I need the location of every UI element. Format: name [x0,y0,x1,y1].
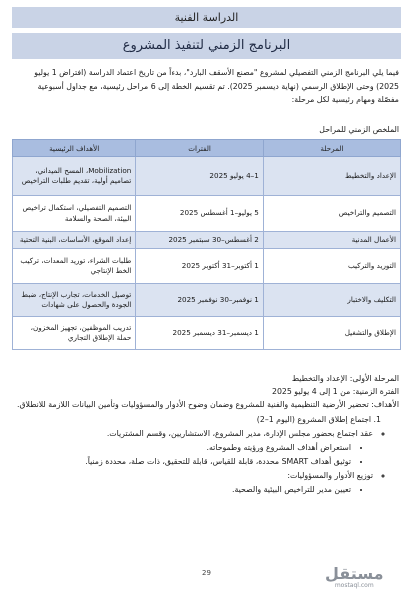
cell-dates: 1 ديسمبر–31 ديسمبر 2025 [136,317,264,350]
cell-dates: 5 يوليو–1 أغسطس 2025 [136,196,264,232]
cell-goals: تدريب الموظفين، تجهيز المخزون، حملة الإطلاق التجاري [13,317,136,350]
table-row [13,317,401,350]
table-row [13,232,401,249]
table-header-row [13,140,401,157]
header-phase: المرحلة [263,140,400,157]
section-title: الدراسة الفنية [12,7,401,28]
cell-phase: الإعداد والتخطيط [263,157,400,196]
cell-goals: Mobilization، المسح الميداني، تصاميم أولية، تقديم طلبات التراخيص [13,157,136,196]
cell-phase: الإطلاق والتشغيل [263,317,400,350]
table-row [13,284,401,317]
cell-goals: إعداد الموقع، الأساسات، البنية التحتية [13,232,136,249]
watermark-url: mostaql.com [334,582,374,589]
list-item: • توثيق أهداف SMART محددة، قابلة للقياس، قابلة للتحقيق، ذات صلة، محددة زمنياً. [14,455,351,468]
list-item: • استعراض أهداف المشروع ورؤيته وطموحاته. [14,441,351,454]
phases-table [12,139,401,350]
cell-goals: طلبات الشراء، توريد المعدات، تركيب الخط الإنتاجي [13,249,136,284]
page-number: 29 [202,569,211,577]
intro-paragraph: فيما يلي البرنامج الزمني التفصيلي لمشروع "مصنع الأسقف البارد"، بدءاً من تاريخ اعتماد الدراسة (افتراض 1 يوليو 2025) وحتى الإطلاق الرسمي (نهاية ديسمبر 2025). تم تقسيم الخطة إلى 6 مراحل رئيسية، مع جداول أسبوعية مفصّلة ومهام رئيسية لكل مرحلة: [34,68,399,104]
cell-phase: الأعمال المدنية [263,232,400,249]
watermark-text: مستقل [325,564,384,583]
cell-goals: توصيل الخدمات، تجارب الإنتاج، ضبط الجودة والحصول على شهادات [13,284,136,317]
cell-goals: التصميم التفصيلي، استكمال تراخيص البيئة، الصحة والسلامة [13,196,136,232]
list-item: • تعيين مدير للتراخيص البيئية والصحية. [14,483,351,496]
cell-dates: 1–4 يوليو 2025 [136,157,264,196]
phase-one-period: الفترة الزمنية: من 1 إلى 4 يوليو 2025 [271,387,399,396]
watermark-logo [325,566,384,590]
table-row [13,196,401,232]
cell-phase: التكليف والاختبار [263,284,400,317]
phase-one-section [14,372,399,497]
summary-label: الملخص الزمني للمراحل [319,125,399,134]
header-goals: الأهداف الرئيسية [13,140,136,157]
header-dates: الفترات [136,140,264,157]
table-row [13,157,401,196]
sub-list [14,427,399,496]
cell-dates: 1 نوفمبر–30 نوفمبر 2025 [136,284,264,317]
cell-dates: 1 أكتوبر–31 أكتوبر 2025 [136,249,264,284]
nested-list [14,441,373,468]
phase-one-title: المرحلة الأولى: الإعداد والتخطيط [291,374,399,383]
cell-phase: التصميم والتراخيص [263,196,400,232]
phase-one-goal: الأهداف: تحضير الأرضية التنظيمية والفنية للمشروع وضمان وضوح الأدوار والمسؤوليات وتأمين البيانات اللازمة للانطلاق. [17,400,399,409]
numbered-item: 1. اجتماع إطلاق المشروع (اليوم 1–2) [256,415,381,424]
list-item [14,427,373,468]
cell-dates: 2 أغسطس–30 سبتمبر 2025 [136,232,264,249]
list-item [14,469,373,496]
table-row [13,249,401,284]
cell-phase: التوريد والتركيب [263,249,400,284]
nested-list [14,483,373,496]
list-item-text: عقد اجتماع بحضور مجلس الإدارة، مدير المشروع، الاستشاريين، وقسم المشتريات. [106,429,373,438]
list-item-text: توزيع الأدوار والمسؤوليات: [287,471,373,480]
page-title: البرنامج الزمني لتنفيذ المشروع [12,33,401,59]
